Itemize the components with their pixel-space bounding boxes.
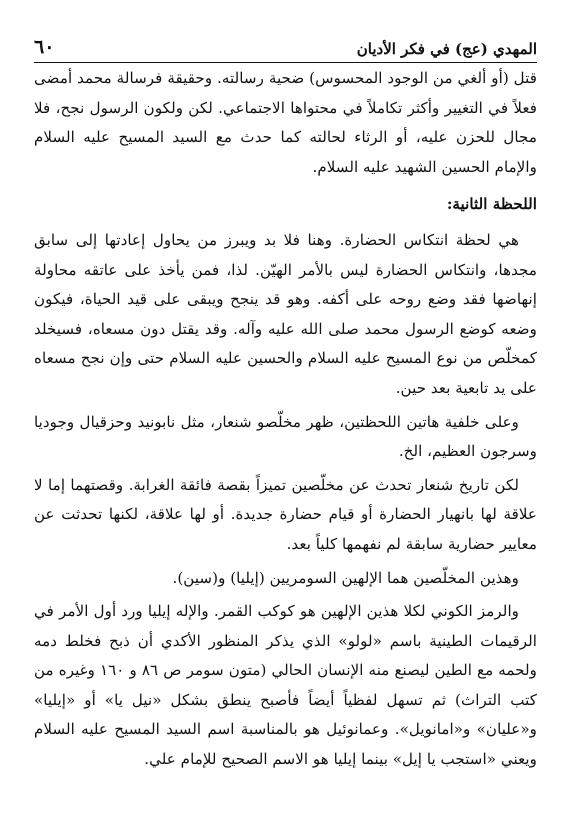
running-title: المهدي (عج) في فكر الأديان xyxy=(356,40,537,58)
body-text xyxy=(34,64,537,775)
paragraph-4: لكن تاريخ شنعار تحدث عن مخلّصين تميزاً بقصة فائقة الغرابة. وقصتهما إما لا علاقة لها بانهيار الحضارة أو قيام حضارة جديدة. أو لها علاقة، لكنها تحدثت عن معايير حضارية سابقة لم نفهمها كلياً بعد. xyxy=(34,475,537,553)
section-heading: اللحظة الثانية: xyxy=(446,195,537,214)
paragraph-2: هي لحظة انتكاس الحضارة. وهنا فلا بد ويبرز من يحاول إعادتها إلى سابق مجدها، وانتكاس الحضارة ليس بالأمر الهيّن. لذا، فمن يأخذ على عاتقه محاولة إنهاضها فقد وضع روحه على أكفه. وهو قد ينجح ويبقى على قيد الحياة، فيكون وضعه كوضع الرسول محمد صلى الله عليه وآله. وقد يقتل دون مسعاه، فسيخلد كمخلّص من نوع المسيح عليه السلام والحسين عليه السلام حتى وإن نجح مسعاه على يد تابعية بعد حين. xyxy=(34,230,537,397)
paragraph-3: وعلى خلفية هاتين اللحظتين، ظهر مخلّصو شنعار، مثل نابونيد وحزقيال وجوديا وسرجون العظيم، الخ. xyxy=(34,412,537,461)
paragraph-6: والرمز الكوني لكلا هذين الإلهين هو كوكب القمر. والإله إيليا ورد أول الأمر في الرقيمات الطينية باسم «لولو» الذي يذكر المنظور الأكدي أن ذبح فخلط دمه ولحمه مع الطين ليصنع منه الإنسان الحالي (متون سومر ص ٨٦ و ١٦٠ وغيره من كتب التراث) ثم تسهل لفظياً أيضاً فأصبح ينطق بشكل «نيل يا» أو «إيليا» و«عليان» و«امانويل». وعمانوئيل هو بالمناسبة اسم السيد المسيح عليه السلام ويعني «استجب يا إيل» بينما إيليا هو الاسم الصحيح للإمام علي. xyxy=(34,602,537,769)
paragraph-1: قتل (أو ألغي من الوجود المحسوس) ضحية رسالته. وحقيقة فرسالة محمد أمضى فعلاً في التغيير وأكثر تكاملاً في محتواها الاجتماعي. لكن ولكون الرسول نجح، فلا مجال للحزن عليه، أو الرثاء لحالته كما حدث مع السيد المسيح عليه السلام والإمام الحسين الشهيد عليه السلام. xyxy=(34,69,537,176)
page-number: ٦٠ xyxy=(34,36,55,58)
page-header xyxy=(34,30,537,63)
paragraph-5: وهذين المخلّصين هما الإلهين السومريين (إيليا) و(سين). xyxy=(172,568,519,587)
